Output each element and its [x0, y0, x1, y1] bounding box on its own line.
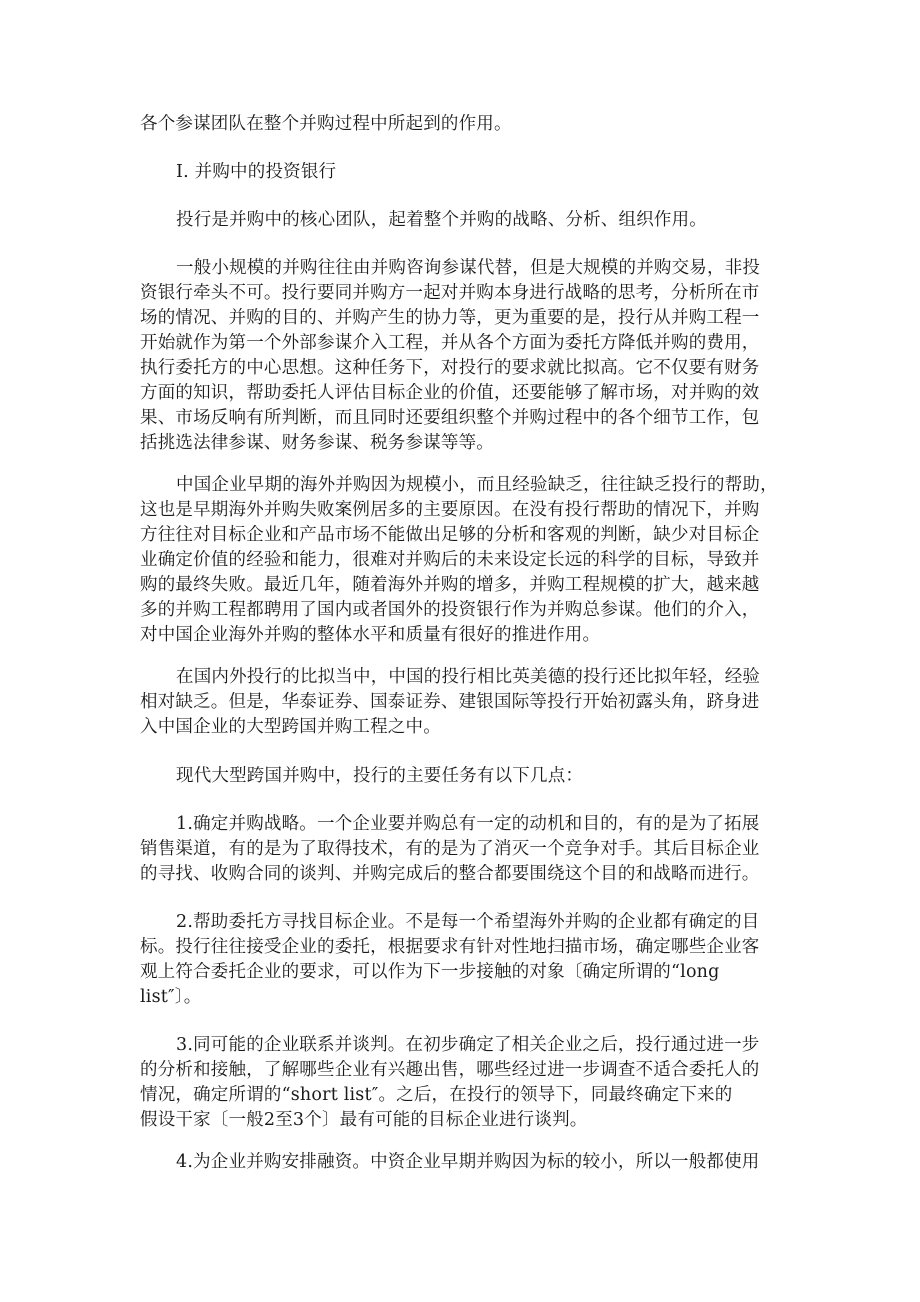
list-item-line: 销售渠道，有的是为了取得技术，有的是为了消灭一个竞争对手。其后目标企业: [140, 839, 760, 859]
list-item-line: 1.确定并购战略。一个企业要并购总有一定的动机和目的，有的是为了拓展: [176, 814, 760, 834]
text-line: 中国企业早期的海外并购因为规模小，而且经验缺乏，往往缺乏投行的帮助，: [176, 475, 778, 495]
text-line: 括挑选法律参谋、财务参谋、税务参谋等等。: [140, 433, 494, 453]
text-line: 场的情况、并购的目的、并购产生的协力等，更为重要的是，投行从并购工程一: [140, 308, 760, 328]
list-item-line: 的分析和接触，了解哪些企业有兴趣出售，哪些经过进一步调查不适合委托人的: [140, 1060, 760, 1080]
text-line: 多的并购工程都聘用了国内或者国外的投资银行作为并购总参谋。他们的介入，: [140, 600, 760, 620]
list-item-line: 2.帮助委托方寻找目标企业。不是每一个希望海外并购的企业都有确定的目: [176, 912, 760, 932]
list-item-line: list″〕。: [140, 987, 202, 1007]
text-line: 资银行牵头不可。投行要同并购方一起对并购本身进行战略的思考，分析所在市: [140, 283, 760, 303]
list-item-line: 标。投行往往接受企业的委托，根据要求有针对性地扫描市场，确定哪些企业客: [140, 937, 760, 957]
list-item-line: 的寻找、收购合同的谈判、并购完成后的整合都要围绕这个目的和战略而进行。: [140, 864, 760, 884]
list-item-line: 观上符合委托企业的要求，可以作为下一步接触的对象〔确定所谓的“long: [140, 962, 720, 982]
text-line: 各个参谋团队在整个并购过程中所起到的作用。: [140, 114, 512, 134]
text-line: 方面的知识，帮助委托人评估目标企业的价值，还要能够了解市场，对并购的效: [140, 383, 760, 403]
text-line: 一般小规模的并购往往由并购咨询参谋代替，但是大规模的并购交易，非投: [176, 258, 761, 278]
text-line: 在国内外投行的比拟当中，中国的投行相比英美德的投行还比拟年轻，经验: [176, 667, 761, 687]
text-line: 入中国企业的大型跨国并购工程之中。: [140, 717, 441, 737]
text-line: 果、市场反响有所判断，而且同时还要组织整个并购过程中的各个细节工作，包: [140, 408, 760, 428]
text-line: 业确定价值的经验和能力，很难对并购后的未来设定长远的科学的目标，导致并: [140, 550, 760, 570]
text-line: 相对缺乏。但是，华泰证券、国泰证券、建银国际等投行开始初露头角，跻身进: [140, 692, 760, 712]
text-line: 开始就作为第一个外部参谋介入工程，并从各个方面为委托方降低并购的费用，: [140, 333, 760, 353]
list-item-line: 3.同可能的企业联系并谈判。在初步确定了相关企业之后，投行通过进一步: [176, 1035, 760, 1055]
text-line: 方往往对目标企业和产品市场不能做出足够的分析和客观的判断，缺少对目标企: [140, 525, 760, 545]
text-line: 执行委托方的中心思想。这种任务下，对投行的要求就比拟高。它不仅要有财务: [140, 358, 760, 378]
text-line: 对中国企业海外并购的整体水平和质量有很好的推进作用。: [140, 625, 601, 645]
section-heading: I. 并购中的投资银行: [176, 162, 337, 182]
text-line: 购的最终失败。最近几年，随着海外并购的增多，并购工程规模的扩大，越来越: [140, 575, 760, 595]
text-line: 投行是并购中的核心团队，起着整个并购的战略、分析、组织作用。: [176, 210, 707, 230]
list-item-line: 情况，确定所谓的“short list″。之后，在投行的领导下，同最终确定下来的: [140, 1085, 733, 1105]
text-line: 现代大型跨国并购中，投行的主要任务有以下几点：: [176, 766, 584, 786]
list-item-line: 假设干家〔一般2至3个〕最有可能的目标企业进行谈判。: [140, 1110, 588, 1130]
text-line: 这也是早期海外并购失败案例居多的主要原因。在没有投行帮助的情况下，并购: [140, 500, 760, 520]
list-item-line: 4.为企业并购安排融资。中资企业早期并购因为标的较小，所以一般都使用: [176, 1152, 760, 1172]
